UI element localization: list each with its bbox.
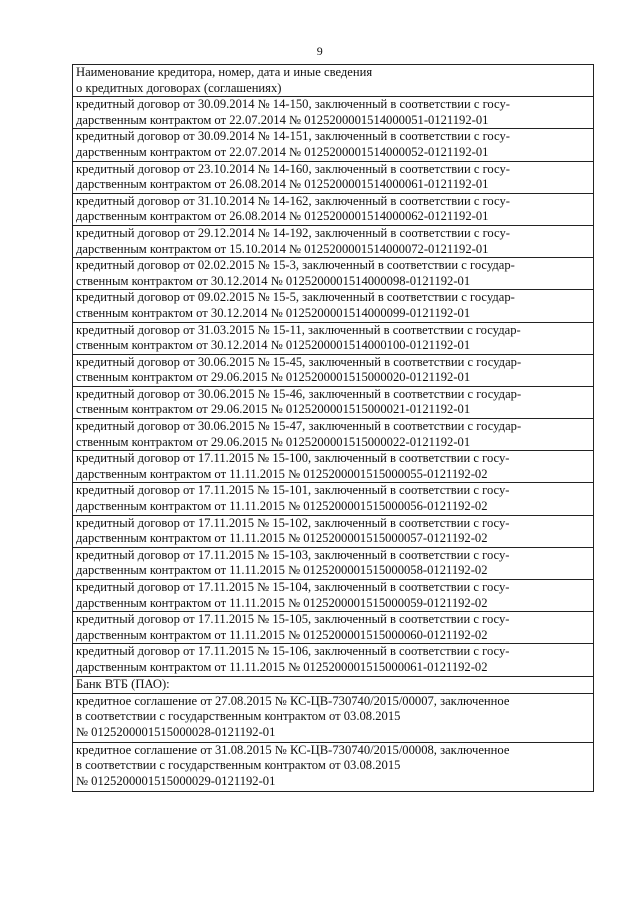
table-row (73, 290, 594, 322)
table-row (73, 258, 594, 290)
cell-line: кредитный договор от 09.02.2015 № 15-5, заключенный в соответствии с государ- (76, 290, 515, 305)
cell-line: № 0125200001515000028-0121192-01 (76, 724, 276, 739)
table-row (73, 483, 594, 515)
header-line: о кредитных договорах (соглашениях) (76, 80, 282, 95)
table-cell (73, 193, 594, 225)
cell-line: ственным контрактом от 29.06.2015 № 0125200001515000020-0121192-01 (76, 370, 471, 385)
table-cell (73, 612, 594, 644)
cell-line: дарственным контрактом от 11.11.2015 № 0125200001515000059-0121192-02 (76, 595, 488, 610)
cell-line: дарственным контрактом от 11.11.2015 № 0125200001515000055-0121192-02 (76, 466, 488, 481)
cell-line: кредитный договор от 30.06.2015 № 15-47, заключенный в соответствии с государ- (76, 419, 522, 434)
table-header (73, 65, 594, 97)
cell-line: дарственным контрактом от 22.07.2014 № 0125200001514000052-0121192-01 (76, 144, 489, 159)
cell-line: в соответствии с государственным контрактом от 03.08.2015 (76, 709, 401, 724)
table-cell (73, 419, 594, 451)
cell-line: дарственным контрактом от 11.11.2015 № 0125200001515000056-0121192-02 (76, 499, 488, 514)
cell-line: кредитный договор от 17.11.2015 № 15-105, заключенный в соответствии с госу- (76, 612, 510, 627)
cell-line: дарственным контрактом от 11.11.2015 № 0125200001515000058-0121192-02 (76, 563, 488, 578)
cell-line: дарственным контрактом от 26.08.2014 № 0125200001514000061-0121192-01 (76, 177, 489, 192)
table-row (73, 742, 594, 791)
table-row (73, 515, 594, 547)
table-row (73, 161, 594, 193)
table-header-row (73, 65, 594, 97)
cell-line: дарственным контрактом от 11.11.2015 № 0125200001515000057-0121192-02 (76, 531, 488, 546)
cell-line: кредитный договор от 17.11.2015 № 15-101, заключенный в соответствии с госу- (76, 483, 510, 498)
cell-line: кредитный договор от 17.11.2015 № 15-106, заключенный в соответствии с госу- (76, 644, 510, 659)
table-cell (73, 515, 594, 547)
cell-line: № 0125200001515000029-0121192-01 (76, 773, 276, 788)
table-cell (73, 290, 594, 322)
cell-line: кредитный договор от 30.09.2014 № 14-150, заключенный в соответствии с госу- (76, 97, 510, 112)
page-number: 9 (316, 44, 324, 58)
table-cell (73, 580, 594, 612)
bank-label: Банк ВТБ (ПАО): (73, 676, 594, 693)
cell-line: кредитный договор от 31.10.2014 № 14-162, заключенный в соответствии с госу- (76, 193, 510, 208)
header-line: Наименование кредитора, номер, дата и иные сведения (76, 65, 373, 79)
cell-line: ственным контрактом от 29.06.2015 № 0125200001515000021-0121192-01 (76, 402, 471, 417)
table-cell (73, 386, 594, 418)
cell-line: дарственным контрактом от 26.08.2014 № 0125200001514000062-0121192-01 (76, 209, 489, 224)
table-row (73, 644, 594, 676)
cell-line: дарственным контрактом от 22.07.2014 № 0125200001514000051-0121192-01 (76, 112, 489, 127)
table-cell (73, 547, 594, 579)
table-row (73, 547, 594, 579)
table-cell (73, 451, 594, 483)
cell-line: кредитный договор от 29.12.2014 № 14-192, заключенный в соответствии с госу- (76, 225, 510, 240)
cell-line: ственным контрактом от 30.12.2014 № 0125200001514000100-0121192-01 (76, 338, 471, 353)
table-row (73, 693, 594, 742)
table-row (73, 580, 594, 612)
table-row (73, 129, 594, 161)
cell-line: кредитный договор от 17.11.2015 № 15-103, заключенный в соответствии с госу- (76, 547, 510, 562)
cell-line: ственным контрактом от 30.12.2014 № 0125200001514000098-0121192-01 (76, 273, 471, 288)
cell-line: кредитный договор от 17.11.2015 № 15-102, заключенный в соответствии с госу- (76, 515, 510, 530)
cell-line: кредитный договор от 17.11.2015 № 15-100, заключенный в соответствии с госу- (76, 451, 510, 466)
creditors-table (72, 64, 594, 792)
cell-line: кредитный договор от 31.03.2015 № 15-11, заключенный в соответствии с государ- (76, 322, 521, 337)
cell-line: кредитный договор от 17.11.2015 № 15-104, заключенный в соответствии с госу- (76, 580, 510, 594)
cell-line: ственным контрактом от 29.06.2015 № 0125200001515000022-0121192-01 (76, 434, 471, 449)
table-row (73, 322, 594, 354)
cell-line: в соответствии с государственным контрактом от 03.08.2015 (76, 758, 401, 773)
cell-line: дарственным контрактом от 11.11.2015 № 0125200001515000061-0121192-02 (76, 659, 488, 674)
table-cell (73, 161, 594, 193)
cell-line: ственным контрактом от 30.12.2014 № 0125200001514000099-0121192-01 (76, 305, 471, 320)
table-row (73, 97, 594, 129)
cell-line: кредитный договор от 23.10.2014 № 14-160, заключенный в соответствии с госу- (76, 161, 510, 176)
cell-line: дарственным контрактом от 15.10.2014 № 0125200001514000072-0121192-01 (76, 241, 489, 256)
cell-line: кредитное соглашение от 27.08.2015 № КС-ЦВ-730740/2015/00007, заключенное (76, 693, 510, 708)
cell-line: кредитный договор от 30.06.2015 № 15-45, заключенный в соответствии с государ- (76, 354, 522, 369)
table-cell (73, 693, 594, 742)
table-cell (73, 129, 594, 161)
table-cell (73, 742, 594, 791)
table-row (73, 193, 594, 225)
table-row (73, 451, 594, 483)
cell-line: кредитный договор от 02.02.2015 № 15-3, заключенный в соответствии с государ- (76, 258, 515, 273)
table-row (73, 225, 594, 257)
table-row (73, 419, 594, 451)
table-row (73, 386, 594, 418)
table-cell (73, 225, 594, 257)
table-row (73, 354, 594, 386)
cell-line: кредитное соглашение от 31.08.2015 № КС-ЦВ-730740/2015/00008, заключенное (76, 742, 510, 757)
table-cell (73, 483, 594, 515)
cell-line: дарственным контрактом от 11.11.2015 № 0125200001515000060-0121192-02 (76, 627, 488, 642)
table-row (73, 612, 594, 644)
cell-line: кредитный договор от 30.06.2015 № 15-46, заключенный в соответствии с государ- (76, 386, 522, 401)
table-cell (73, 258, 594, 290)
table-cell (73, 322, 594, 354)
table-cell (73, 97, 594, 129)
cell-line: кредитный договор от 30.09.2014 № 14-151, заключенный в соответствии с госу- (76, 129, 510, 144)
table-cell (73, 644, 594, 676)
bank-header-row (73, 676, 594, 693)
table-cell (73, 354, 594, 386)
